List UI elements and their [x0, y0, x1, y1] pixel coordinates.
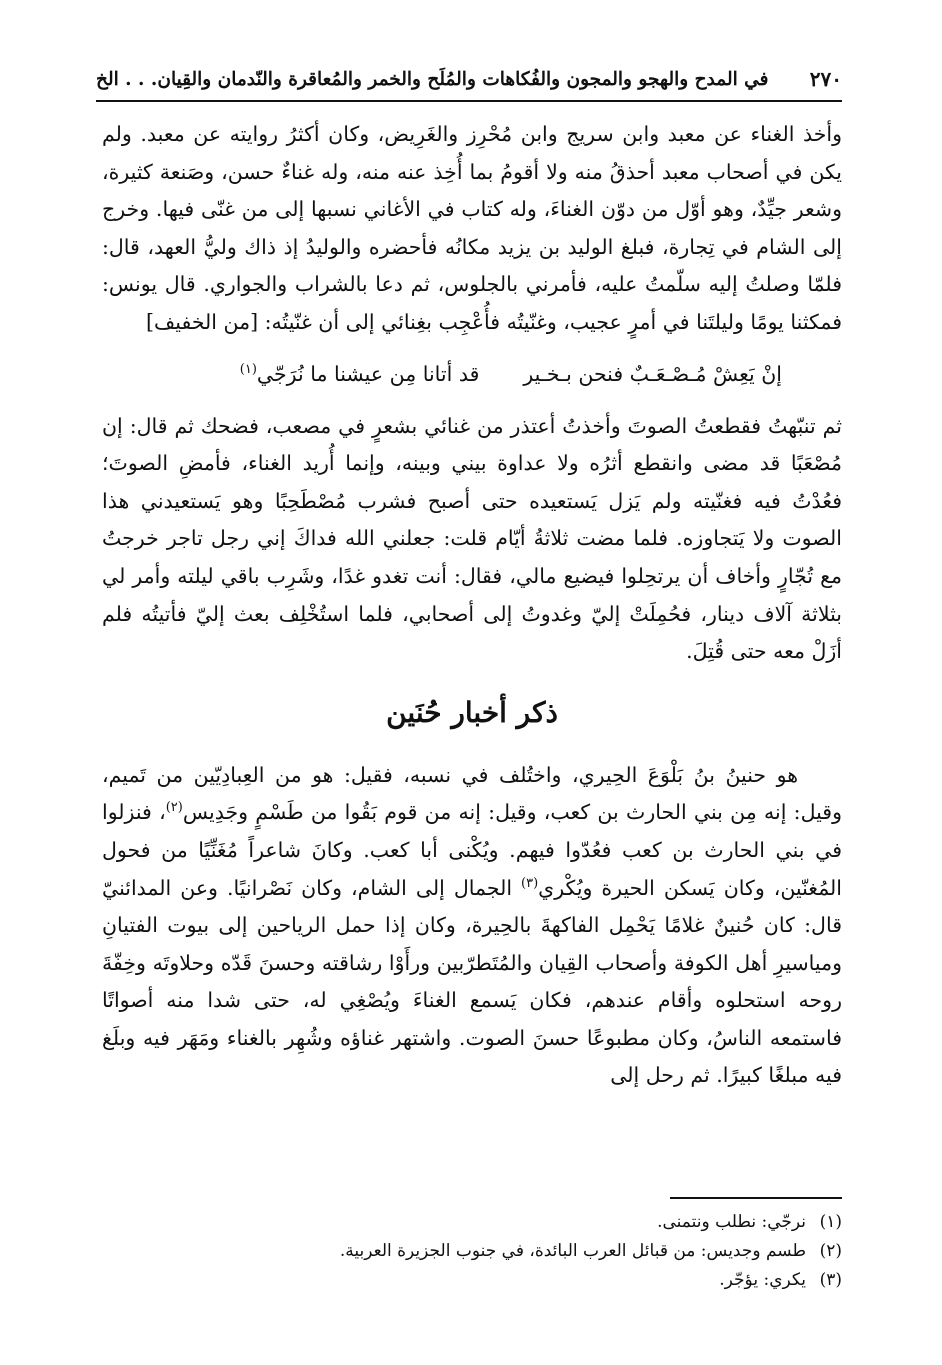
footnote-ref-2: (٢) — [165, 800, 183, 816]
footnotes — [102, 1208, 842, 1295]
verse-second-hemistich: قد أتانا مِن عيشنا ما نُرَجّي$^{(١)}$ — [239, 361, 480, 386]
running-title: في المدح والهجو والمجون والفُكاهات والمُلَح والخمر والمُعاقرة والنّدمان والقِيان. . . الخ — [96, 68, 769, 90]
paragraph-1: وأخذ الغناء عن معبد وابن سريج وابن مُحْرِز والغَرِيض، وكان أكثرُ روايته عن معبد. ولم يكن في أصحاب معبد أحذقُ منه ولا أقومُ بما أُخِذ عنه منه، وله غناءٌ حسن، وصَنعة كثيرة، وشعر جيِّدٌ، وهو أوّل من دوّن الغناءَ، وله كتاب في الأغاني نسبها إلى من غنّى فيها. وخرج إلى الشام في تِجارة، فبلغ الوليد بن يزيد مكانُه فأحضره والوليدُ إذ ذاك وليُّ العهد، قال: فلمّا وصلتُ إليه سلّمتُ عليه، فأمرني بالجلوس، ثم دعا بالشراب والجواري. قال يونس: فمكثنا يومًا وليلتَنا في أمرٍ عجيب، وغنّيتُه فأُعْجِب بغِنائي إلى أن غنّيتُه: [من الخفيف] — [102, 122, 842, 334]
footnote-ref-3: (٣) — [521, 875, 539, 891]
running-header — [96, 62, 842, 102]
paragraph-3: هو حنينُ بنُ بَلْوَعَ الحِيري، واختُلف في نسبه، فقيل: هو من العِبادِيّين من تَميم، وقيل: إنه مِن بني الحارث بن كعب، وقيل: إنه من قوم بَقُوا من طَسْمٍ وجَدِيس$^{(٢)}$، فنزلوا في بني الحارث بن كعب فعُدّوا فيهم. ويُكْنى أبا كعب. وكانَ شاعراً مُغَنِّيًا من فحول المُغنّين، وكان يَسكن الحيرة ويُكْري$^{(٣)}$ الجمال إلى الشام، وكان نَصْرانيًا. وعن المدائنيّ قال: كان حُنينٌ غلامًا يَحْمِل الفاكهةَ بالحِيرة، وكان إذا حمل الرياحين إلى بيوت الفتيانِ ومياسيرِ أهل الكوفة وأصحاب القِيان والمُتَطرّبين ورأَوْا رشاقته وحسنَ قَدّه وحلاوتَه وخِفّةَ روحه استحلوه وأقام عندهم، فكان يَسمع الغناءَ ويُصْغِي له، حتى شدا منه أصواتًا فاستمعه الناسُ، وكان مطبوعًا حسنَ الصوت. واشتهر غناؤه وشُهِر بالغناء ومَهَر فيه وبلَغ فيه مبلغًا كبيرًا. ثم رحل إلى — [102, 762, 842, 1088]
footnote-item: (٢) طسم وجديس: من قبائل العرب البائدة، في جنوب الجزيرة العربية. — [339, 1241, 842, 1261]
paragraph-2: ثم تنبّهتُ فقطعتُ الصوتَ وأخذتُ أعتذر من غنائي بشعرٍ في مصعب، فضحك ثم قال: إن مُصْعَبًا قد مضى وانقطع أثرُه ولا عداوة بيني وبينه، وإنما أُريد الغناء، فأمضِ الصوتَ؛ فعُدْتُ فيه فغنّيته ولم يَزل يَستعيده حتى أصبح فشرب مُصْطَحِبًا وهو يَستعيدني هذا الصوت ولا يَتجاوزه. فلما مضت ثلاثةُ أيّام قلت: جعلني الله فداكَ إني رجل تاجر خرجتُ مع تُجّارٍ وأخاف أن يرتحِلوا فيضيع مالي، فقال: أنت تغدو غدًا، وشَرِب باقي ليلته وأمر لي بثلاثة آلاف دينار، فحُمِلَتْ إليّ وغدوتُ إلى أصحابي، فلما استُخْلِف بعث إليّ فأتيتُه فلم أزَلْ معه حتى قُتِلَ. — [102, 413, 842, 664]
section-heading: ذكر أخبار حُنَين — [386, 695, 558, 729]
verse-first-hemistich: إنْ يَعِشْ مُـصْـعَـبٌ فنحن بـخـير — [523, 361, 782, 386]
footnote-divider — [670, 1197, 842, 1199]
poetry-verse — [102, 354, 782, 394]
footnote-ref-1: (١) — [239, 361, 257, 377]
footnote-item: (١) نرجّي: نطلب ونتمنى. — [657, 1212, 842, 1232]
page-number: ٢٧٠ — [809, 67, 842, 91]
footnote-item: (٣) يكري: يؤجّر. — [719, 1270, 842, 1290]
main-text — [102, 116, 842, 1095]
